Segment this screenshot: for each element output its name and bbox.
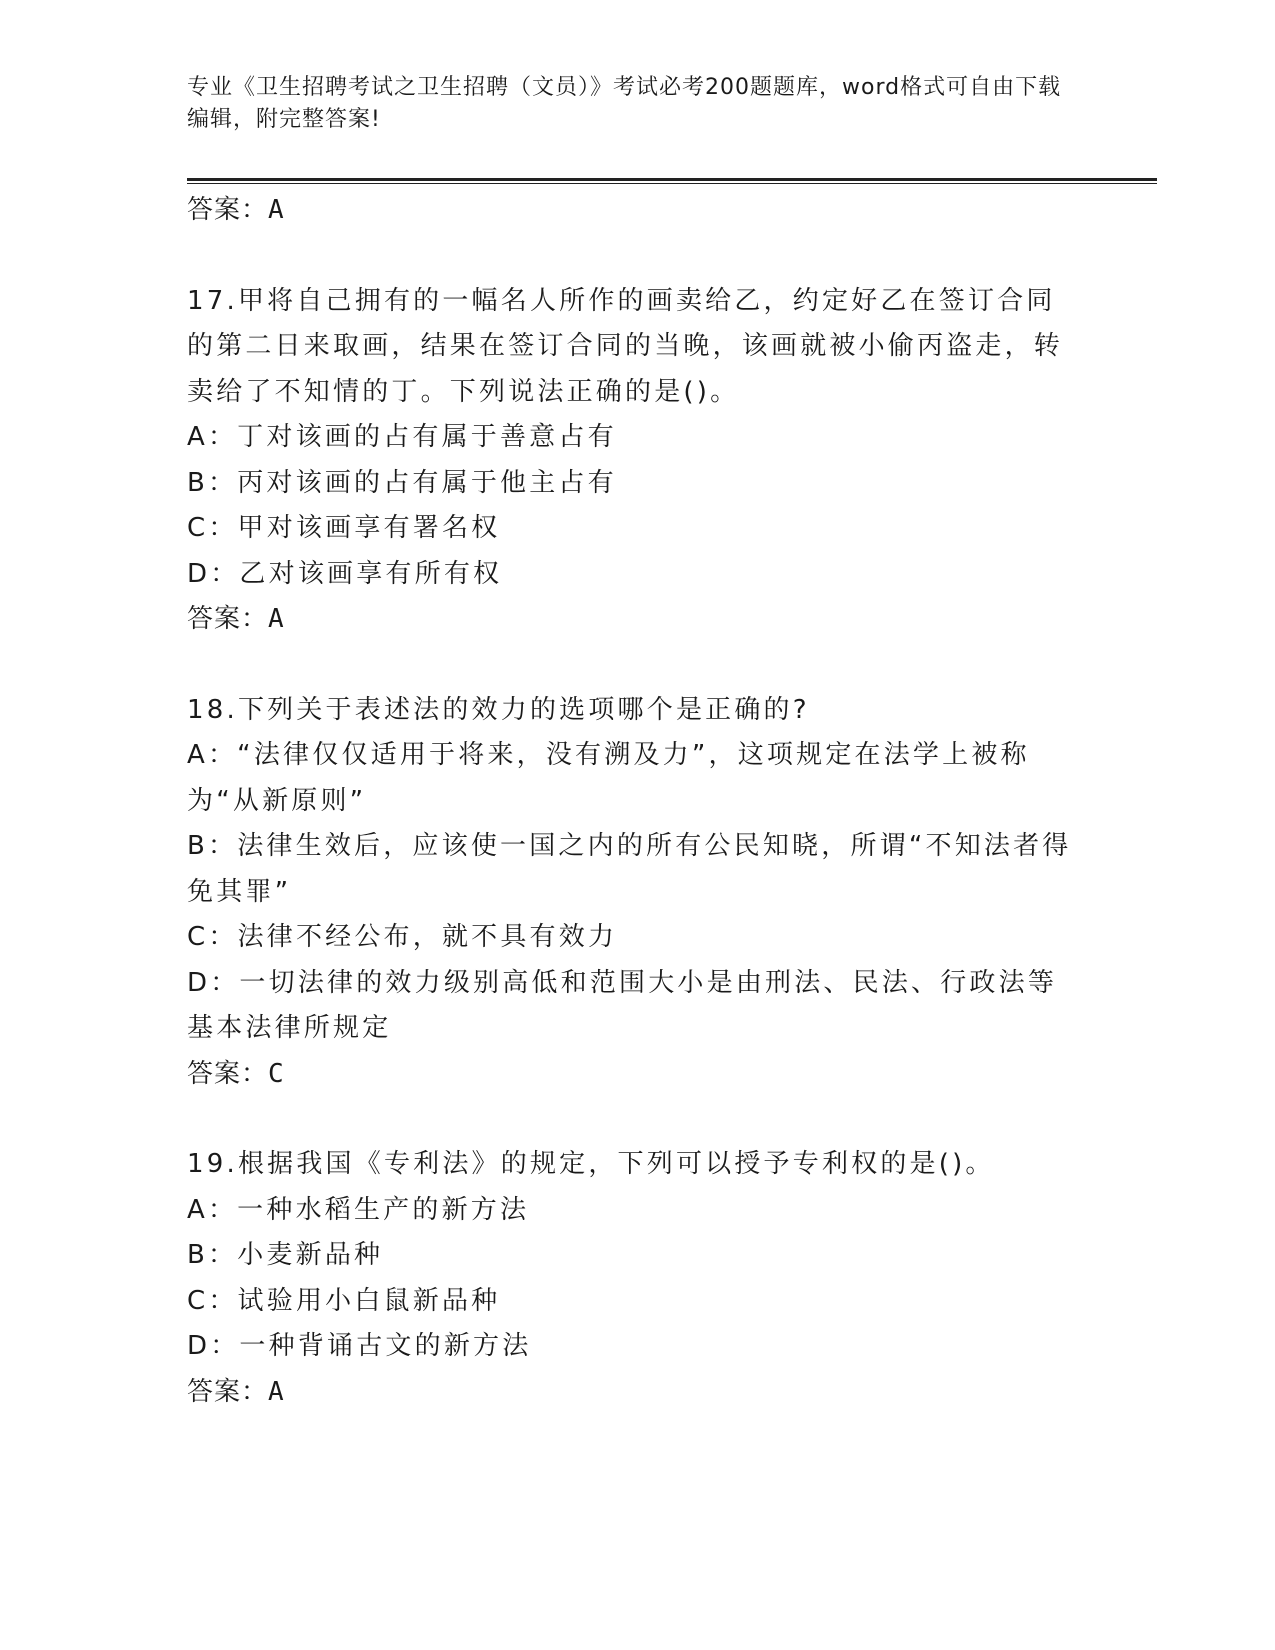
question-content <box>187 188 1077 1415</box>
header-divider-thin <box>187 183 1157 184</box>
spacer <box>187 1097 1077 1142</box>
spacer <box>187 643 1077 688</box>
document-header <box>187 72 1067 136</box>
question-option: C：甲对该画享有署名权 <box>187 513 501 543</box>
question-option: D：乙对该画享有所有权 <box>187 558 503 589</box>
answer-label: 答案： <box>187 604 269 634</box>
answer-value: A <box>268 1376 285 1407</box>
spacer <box>187 234 1077 279</box>
question-option: A：一种水稻生产的新方法 <box>187 1194 530 1225</box>
answer-value: A <box>268 604 285 634</box>
question-option: D：一种背诵古文的新方法 <box>187 1331 532 1361</box>
header-divider-thick <box>187 178 1157 181</box>
question-option: B：法律生效后，应该使一国之内的所有公民知晓，所谓“不知法者得免其罪” <box>187 831 1072 907</box>
question-option: A：丁对该画的占有属于善意占有 <box>187 422 617 452</box>
question-stem: 18.下列关于表述法的效力的选项哪个是正确的? <box>187 694 810 725</box>
question-option: D：一切法律的效力级别高低和范围大小是由刑法、民法、行政法等基本法律所规定 <box>187 967 1058 1043</box>
question-stem: 19.根据我国《专利法》的规定，下列可以授予专利权的是()。 <box>187 1149 995 1179</box>
answer-value: C <box>268 1058 285 1089</box>
answer-line <box>187 1370 1077 1416</box>
question-item <box>187 1142 1077 1415</box>
question-option: B：丙对该画的占有属于他主占有 <box>187 467 617 498</box>
question-option: B：小麦新品种 <box>187 1240 384 1270</box>
question-item <box>187 688 1077 1098</box>
question-option: C：法律不经公布，就不具有效力 <box>187 922 618 952</box>
question-stem: 17.甲将自己拥有的一幅名人所作的画卖给乙，约定好乙在签订合同的第二日来取画，结果在签订合同的当晚，该画就被小偷丙盗走，转卖给了不知情的丁。下列说法正确的是()。 <box>187 285 1064 407</box>
answer-label: 答案： <box>187 1058 269 1089</box>
header-text: 专业《卫生招聘考试之卫生招聘（文员）》考试必考200题题库，word格式可自由下载编辑，附完整答案! <box>187 75 1062 132</box>
answer-value: A <box>268 195 285 225</box>
answer-label: 答案： <box>187 1376 269 1407</box>
question-option: C：试验用小白鼠新品种 <box>187 1285 501 1316</box>
question-item <box>187 279 1077 643</box>
answer-line <box>187 188 1077 234</box>
answer-label: 答案： <box>187 195 269 225</box>
question-option: A：“法律仅仅适用于将来，没有溯及力”，这项规定在法学上被称为“从新原则” <box>187 740 1030 816</box>
answer-line <box>187 597 1077 643</box>
answer-line <box>187 1052 1077 1098</box>
